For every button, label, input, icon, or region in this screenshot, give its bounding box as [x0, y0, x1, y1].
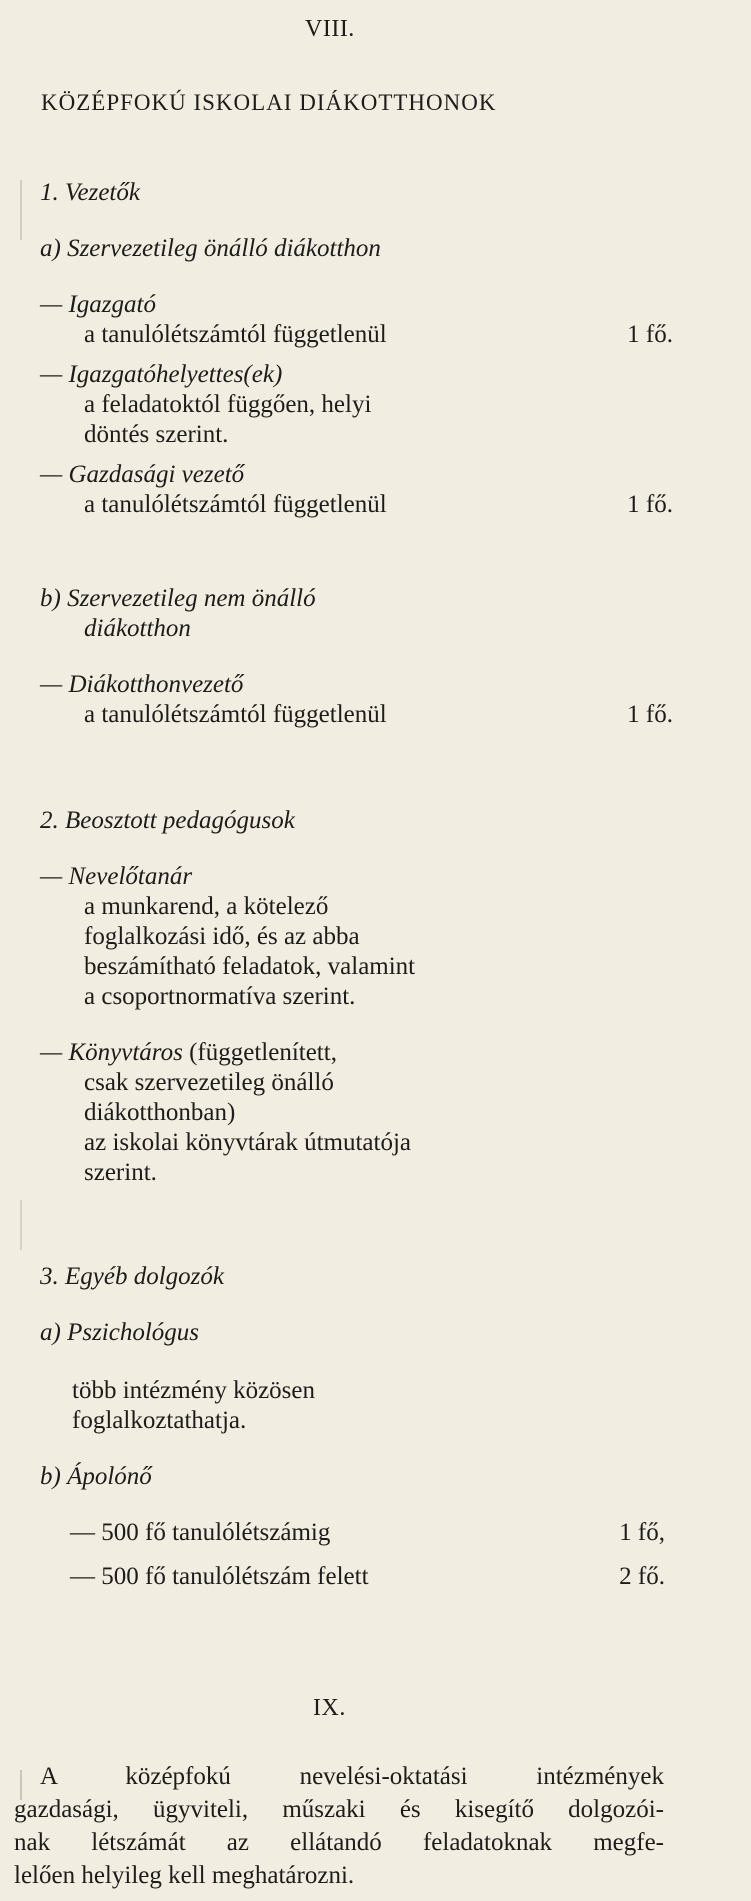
role-nevelotanar-desc-4: a csoportnormatíva szerint. [84, 983, 356, 1010]
margin-mark [20, 180, 22, 240]
role-diakotthonvezeto-count: 1 fő. [627, 701, 673, 728]
section-9-line-1: A középfokú nevelési-oktatási intézmények [40, 1763, 664, 1790]
section-9-line-2: gazdasági, ügyviteli, műszaki és kisegítő dolgozói- [14, 1796, 664, 1823]
role-igazgato-desc: a tanulólétszámtól függetlenül [84, 321, 387, 348]
part-3a-desc-1: több intézmény közösen [72, 1377, 315, 1404]
section-8-heading: VIII. [305, 16, 355, 42]
role-igazgatohelyettes: — Igazgatóhelyettes(ek) [40, 361, 283, 388]
role-nevelotanar-desc-3: beszámítható feladatok, valamint [84, 953, 416, 980]
apolono-row-1-count: 1 fő, [619, 1519, 665, 1546]
role-igazgatohelyettes-desc-2: döntés szerint. [84, 421, 229, 448]
part-3a-desc-2: foglalkoztathatja. [72, 1407, 247, 1434]
role-konyvtaros-desc-1: csak szervezetileg önálló [84, 1069, 334, 1096]
part-1-title: 1. Vezetők [40, 179, 140, 206]
apolono-row-2: — 500 fő tanulólétszám felett [70, 1563, 369, 1590]
role-konyvtaros: — Könyvtáros (függetlenített, [40, 1039, 337, 1066]
part-3b-title: b) Ápolónő [40, 1463, 152, 1490]
role-konyvtaros-desc-4: szerint. [84, 1159, 157, 1186]
part-1b-title-2: diákotthon [84, 615, 191, 642]
section-8-title: KÖZÉPFOKÚ ISKOLAI DIÁKOTTHONOK [41, 90, 497, 115]
margin-mark [20, 1200, 22, 1250]
role-gazdasagi-vezeto-desc: a tanulólétszámtól függetlenül [84, 491, 387, 518]
role-igazgato: — Igazgató [40, 291, 156, 318]
part-3a-title: a) Pszichológus [40, 1319, 200, 1346]
section-9-heading: IX. [313, 1695, 346, 1721]
apolono-row-1: — 500 fő tanulólétszámig [70, 1519, 331, 1546]
role-nevelotanar: — Nevelőtanár [40, 863, 193, 890]
role-igazgato-count: 1 fő. [627, 321, 673, 348]
part-1a-title: a) Szervezetileg önálló diákotthon [40, 235, 381, 262]
apolono-row-2-count: 2 fő. [619, 1563, 665, 1590]
role-nevelotanar-desc-2: foglalkozási idő, és az abba [84, 923, 360, 950]
role-nevelotanar-desc-1: a munkarend, a kötelező [84, 893, 329, 920]
role-gazdasagi-vezeto: — Gazdasági vezető [40, 461, 245, 488]
section-9-line-4: lelően helyileg kell meghatározni. [14, 1862, 355, 1889]
part-1b-title-1: b) Szervezetileg nem önálló [40, 585, 316, 612]
role-gazdasagi-vezeto-count: 1 fő. [627, 491, 673, 518]
role-igazgatohelyettes-desc-1: a feladatoktól függően, helyi [84, 391, 372, 418]
part-3-title: 3. Egyéb dolgozók [40, 1263, 224, 1290]
role-konyvtaros-desc-3: az iskolai könyvtárak útmutatója [84, 1129, 411, 1156]
role-diakotthonvezeto: — Diákotthonvezető [40, 671, 244, 698]
role-konyvtaros-desc-2: diákotthonban) [84, 1099, 236, 1126]
part-2-title: 2. Beosztott pedagógusok [40, 807, 295, 834]
section-9-line-3: nak létszámát az ellátandó feladatoknak megfe- [14, 1829, 664, 1856]
role-diakotthonvezeto-desc: a tanulólétszámtól függetlenül [84, 701, 387, 728]
